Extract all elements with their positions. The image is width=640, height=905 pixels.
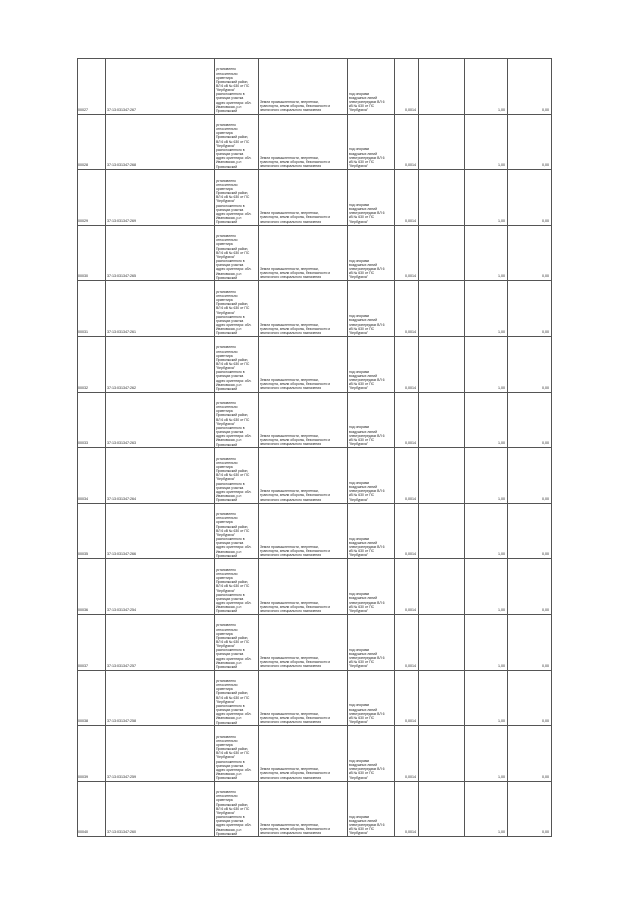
- total-value: 0,00: [542, 496, 549, 501]
- cadastral-number: 37:13:031347:265: [107, 274, 136, 279]
- record-number: 00040: [78, 830, 88, 835]
- share-value: 1,00: [498, 830, 505, 835]
- location-description: установлено относительно ориентира Приволжский район, ВЛ 6 кВ № 630 от ПС "Кербуриха" расположенного в границах участка адрес ориентира: обл. Ивановская, р-н Приволжский: [216, 678, 252, 725]
- table-row: [77, 614, 551, 670]
- row-divider: [77, 392, 551, 393]
- column-divider: [551, 58, 552, 837]
- row-divider: [77, 558, 551, 559]
- table-row: [77, 392, 551, 448]
- land-category: Земли промышленности, энергетики, транспорта, земли обороны, безопасности и земли иного специального назначения: [260, 433, 331, 447]
- total-value: 0,00: [542, 163, 549, 168]
- land-category: Земли промышленности, энергетики, транспорта, земли обороны, безопасности и земли иного специального назначения: [260, 378, 331, 391]
- share-value: 1,00: [498, 107, 505, 112]
- land-category: Земли промышленности, энергетики, транспорта, земли обороны, безопасности и земли иного специального назначения: [260, 100, 331, 113]
- land-category: Земли промышленности, энергетики, транспорта, земли обороны, безопасности и земли иного специального назначения: [260, 322, 331, 335]
- land-category: Земли промышленности, энергетики, транспорта, земли обороны, безопасности и земли иного специального назначения: [260, 767, 331, 780]
- plot-area: 0,0014: [405, 107, 416, 112]
- total-value: 0,00: [542, 552, 549, 557]
- permitted-use: под опорами воздушных линий электропередачи ВЛ 6 кВ № 630 от ПС "Кербуриха": [349, 814, 385, 836]
- share-value: 1,00: [498, 329, 505, 334]
- cadastral-number: 37:13:031347:259: [107, 774, 136, 779]
- record-number: 00030: [78, 274, 88, 279]
- share-value: 1,00: [498, 441, 505, 446]
- record-number: 00034: [78, 496, 88, 501]
- share-value: 1,00: [498, 218, 505, 223]
- plot-area: 0,0014: [405, 663, 416, 668]
- plot-area: 0,0014: [405, 496, 416, 501]
- table-row: [77, 169, 551, 225]
- cadastral-number: 37:13:031347:266: [107, 552, 136, 557]
- permitted-use: под опорами воздушных линий электропередачи ВЛ 6 кВ № 630 от ПС "Кербуриха": [349, 481, 385, 502]
- table-row: [77, 114, 551, 170]
- location-description: установлено относительно ориентира Приволжский район, ВЛ 6 кВ № 630 от ПС "Кербуриха" расположенного в границах участка адрес ориентира: обл. Ивановская, р-н Приволжский: [216, 567, 252, 614]
- location-description: установлено относительно ориентира Приволжский район, ВЛ 6 кВ № 630 от ПС "Кербуриха" расположенного в границах участка адрес ориентира: обл. Ивановская, р-н Приволжский: [216, 623, 252, 669]
- land-category: Земли промышленности, энергетики, транспорта, земли обороны, безопасности и земли иного специального назначения: [260, 600, 331, 613]
- land-plot-table: [77, 58, 551, 837]
- cadastral-number: 37:13:031347:262: [107, 385, 136, 390]
- land-category: Земли промышленности, энергетики, транспорта, земли обороны, безопасности и земли иного специального назначения: [260, 266, 331, 280]
- share-value: 1,00: [498, 552, 505, 557]
- record-number: 00029: [78, 218, 88, 223]
- row-divider: [77, 336, 551, 337]
- total-value: 0,00: [542, 274, 549, 279]
- record-number: 00039: [78, 774, 88, 779]
- record-number: 00028: [78, 163, 88, 168]
- row-divider: [77, 781, 551, 782]
- plot-area: 0,0014: [405, 218, 416, 223]
- plot-area: 0,0014: [405, 441, 416, 446]
- cadastral-number: 37:13:031347:258: [107, 719, 136, 724]
- land-category: Земли промышленности, энергетики, транспорта, земли обороны, безопасности и земли иного специального назначения: [260, 711, 331, 725]
- total-value: 0,00: [542, 218, 549, 223]
- location-description: установлено относительно ориентира Приволжский район, ВЛ 6 кВ № 630 от ПС "Кербуриха" расположенного в границах участка адрес ориентира: обл. Ивановская, р-н Приволжский: [216, 790, 252, 836]
- row-divider: [77, 447, 551, 448]
- plot-area: 0,0014: [405, 385, 416, 390]
- permitted-use: под опорами воздушных линий электропередачи ВЛ 6 кВ № 630 от ПС "Кербуриха": [349, 314, 385, 335]
- total-value: 0,00: [542, 719, 549, 724]
- row-divider: [77, 725, 551, 726]
- cadastral-number: 37:13:031347:254: [107, 607, 136, 612]
- row-divider: [77, 503, 551, 504]
- permitted-use: под опорами воздушных линий электропередачи ВЛ 6 кВ № 630 от ПС "Кербуриха": [349, 369, 385, 391]
- cadastral-number: 37:13:031347:268: [107, 163, 136, 168]
- record-number: 00033: [78, 441, 88, 446]
- row-divider: [77, 670, 551, 671]
- permitted-use: под опорами воздушных линий электропередачи ВЛ 6 кВ № 630 от ПС "Кербуриха": [349, 147, 385, 169]
- table-row: [77, 558, 551, 614]
- plot-area: 0,0014: [405, 163, 416, 168]
- plot-area: 0,0014: [405, 719, 416, 724]
- share-value: 1,00: [498, 163, 505, 168]
- row-divider: [77, 169, 551, 170]
- total-value: 0,00: [542, 774, 549, 779]
- location-description: установлено относительно ориентира Приволжский район, ВЛ 6 кВ № 630 от ПС "Кербуриха" расположенного в границах участка адрес ориентира: обл. Ивановская, р-н Приволжский: [216, 234, 252, 280]
- table-row: [77, 336, 551, 392]
- total-value: 0,00: [542, 441, 549, 446]
- location-description: установлено относительно ориентира Приволжский район, ВЛ 6 кВ № 630 от ПС "Кербуриха" расположенного в границах участка адрес ориентира: обл. Ивановская, р-н Приволжский: [216, 67, 252, 113]
- share-value: 1,00: [498, 774, 505, 779]
- plot-area: 0,0014: [405, 774, 416, 779]
- land-category: Земли промышленности, энергетики, транспорта, земли обороны, безопасности и земли иного специального назначения: [260, 211, 331, 224]
- land-category: Земли промышленности, энергетики, транспорта, земли обороны, безопасности и земли иного специального назначения: [260, 155, 331, 169]
- record-number: 00032: [78, 385, 88, 390]
- table-row: [77, 670, 551, 726]
- row-divider: [77, 114, 551, 115]
- record-number: 00036: [78, 607, 88, 612]
- land-category: Земли промышленности, энергетики, транспорта, земли обороны, безопасности и земли иного специального назначения: [260, 656, 331, 669]
- permitted-use: под опорами воздушных линий электропередачи ВЛ 6 кВ № 630 от ПС "Кербуриха": [349, 203, 385, 224]
- permitted-use: под опорами воздушных линий электропередачи ВЛ 6 кВ № 630 от ПС "Кербуриха": [349, 759, 385, 780]
- location-description: установлено относительно ориентира Приволжский район, ВЛ 6 кВ № 630 от ПС "Кербуриха" расположенного в границах участка адрес ориентира: обл. Ивановская, р-н Приволжский: [216, 512, 252, 558]
- location-description: установлено относительно ориентира Приволжский район, ВЛ 6 кВ № 630 от ПС "Кербуриха" расположенного в границах участка адрес ориентира: обл. Ивановская, р-н Приволжский: [216, 400, 252, 447]
- location-description: установлено относительно ориентира Приволжский район, ВЛ 6 кВ № 630 от ПС "Кербуриха" расположенного в границах участка адрес ориентира: обл. Ивановская, р-н Приволжский: [216, 345, 252, 391]
- total-value: 0,00: [542, 830, 549, 835]
- row-divider: [77, 280, 551, 281]
- permitted-use: под опорами воздушных линий электропередачи ВЛ 6 кВ № 630 от ПС "Кербуриха": [349, 258, 385, 280]
- share-value: 1,00: [498, 274, 505, 279]
- plot-area: 0,0014: [405, 830, 416, 835]
- cadastral-number: 37:13:031347:269: [107, 218, 136, 223]
- location-description: установлено относительно ориентира Приволжский район, ВЛ 6 кВ № 630 от ПС "Кербуриха" расположенного в границах участка адрес ориентира: обл. Ивановская, р-н Приволжский: [216, 289, 252, 336]
- record-number: 00037: [78, 663, 88, 668]
- location-description: установлено относительно ориентира Приволжский район, ВЛ 6 кВ № 630 от ПС "Кербуриха" расположенного в границах участка адрес ориентира: обл. Ивановская, р-н Приволжский: [216, 122, 252, 169]
- permitted-use: под опорами воздушных линий электропередачи ВЛ 6 кВ № 630 от ПС "Кербуриха": [349, 536, 385, 558]
- share-value: 1,00: [498, 663, 505, 668]
- plot-area: 0,0014: [405, 552, 416, 557]
- share-value: 1,00: [498, 719, 505, 724]
- plot-area: 0,0014: [405, 329, 416, 334]
- land-category: Земли промышленности, энергетики, транспорта, земли обороны, безопасности и земли иного специального назначения: [260, 489, 331, 502]
- record-number: 00035: [78, 552, 88, 557]
- table-row: [77, 447, 551, 503]
- cadastral-number: 37:13:031347:260: [107, 830, 136, 835]
- record-number: 00038: [78, 719, 88, 724]
- total-value: 0,00: [542, 663, 549, 668]
- share-value: 1,00: [498, 607, 505, 612]
- location-description: установлено относительно ориентира Приволжский район, ВЛ 6 кВ № 630 от ПС "Кербуриха" расположенного в границах участка адрес ориентира: обл. Ивановская, р-н Приволжский: [216, 734, 252, 781]
- permitted-use: под опорами воздушных линий электропередачи ВЛ 6 кВ № 630 от ПС "Кербуриха": [349, 592, 385, 613]
- permitted-use: под опорами воздушных линий электропередачи ВЛ 6 кВ № 630 от ПС "Кербуриха": [349, 647, 385, 669]
- row-divider: [77, 614, 551, 615]
- permitted-use: под опорами воздушных линий электропередачи ВЛ 6 кВ № 630 от ПС "Кербуриха": [349, 703, 385, 725]
- table-row: [77, 280, 551, 336]
- cadastral-number: 37:13:031347:267: [107, 107, 136, 112]
- location-description: установлено относительно ориентира Приволжский район, ВЛ 6 кВ № 630 от ПС "Кербуриха" расположенного в границах участка адрес ориентира: обл. Ивановская, р-н Приволжский: [216, 178, 252, 225]
- plot-area: 0,0014: [405, 274, 416, 279]
- row-divider: [77, 836, 551, 837]
- record-number: 00031: [78, 329, 88, 334]
- total-value: 0,00: [542, 107, 549, 112]
- plot-area: 0,0014: [405, 607, 416, 612]
- row-divider: [77, 58, 551, 59]
- cadastral-number: 37:13:031347:261: [107, 329, 136, 334]
- table-row: [77, 725, 551, 781]
- cadastral-number: 37:13:031347:263: [107, 441, 136, 446]
- record-number: 00027: [78, 107, 88, 112]
- total-value: 0,00: [542, 607, 549, 612]
- table-row: [77, 781, 551, 837]
- location-description: установлено относительно ориентира Приволжский район, ВЛ 6 кВ № 630 от ПС "Кербуриха" расположенного в границах участка адрес ориентира: обл. Ивановская, р-н Приволжский: [216, 456, 252, 503]
- share-value: 1,00: [498, 496, 505, 501]
- cadastral-number: 37:13:031347:257: [107, 663, 136, 668]
- cadastral-number: 37:13:031347:264: [107, 496, 136, 501]
- permitted-use: под опорами воздушных линий электропередачи ВЛ 6 кВ № 630 от ПС "Кербуриха": [349, 425, 385, 447]
- total-value: 0,00: [542, 329, 549, 334]
- table-row: [77, 503, 551, 559]
- share-value: 1,00: [498, 385, 505, 390]
- table-row: [77, 225, 551, 281]
- land-category: Земли промышленности, энергетики, транспорта, земли обороны, безопасности и земли иного специального назначения: [260, 822, 331, 836]
- table-row: [77, 58, 551, 114]
- total-value: 0,00: [542, 385, 549, 390]
- row-divider: [77, 225, 551, 226]
- permitted-use: под опорами воздушных линий электропередачи ВЛ 6 кВ № 630 от ПС "Кербуриха": [349, 91, 385, 113]
- land-category: Земли промышленности, энергетики, транспорта, земли обороны, безопасности и земли иного специального назначения: [260, 544, 331, 558]
